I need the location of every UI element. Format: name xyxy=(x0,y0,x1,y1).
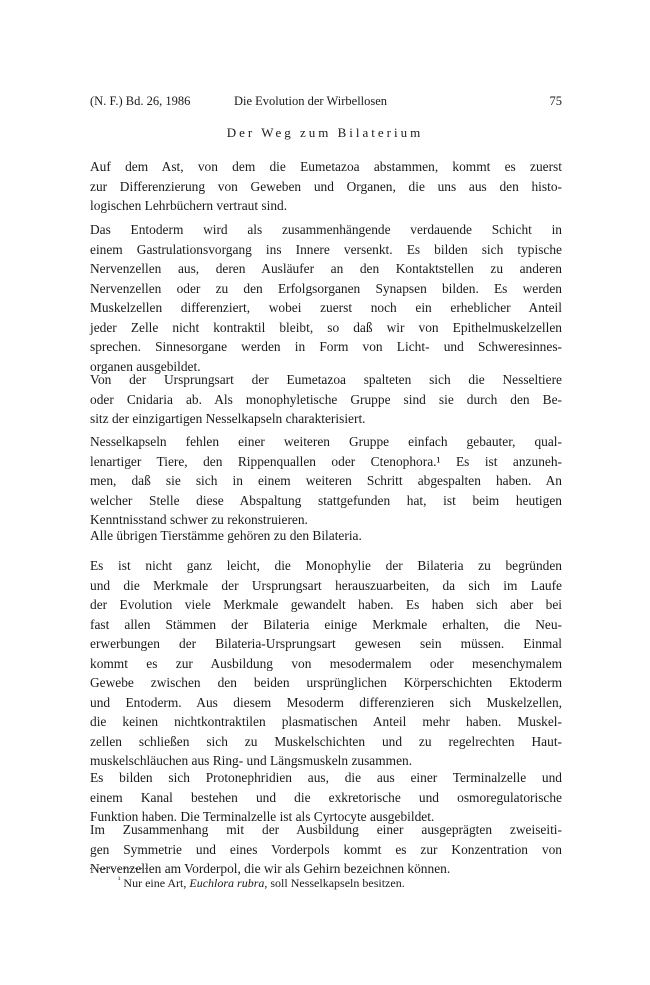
text-line: lenartiger Tiere, den Rippenquallen oder Ctenophora.¹ Es ist anzuneh- xyxy=(90,453,562,469)
text-line: Es bilden sich Protonephridien aus, die aus einer Terminalzelle und xyxy=(90,770,562,785)
text-line: und die Merkmale der Ursprungsart herauszuarbeiten, da sich im Laufe xyxy=(90,577,562,593)
text-line: kommt es zur Ausbildung von mesodermalem oder mesenchymalem xyxy=(90,655,562,671)
text-line: Gewebe zwischen den beiden ursprünglichen Körperschichten Ektoderm xyxy=(90,675,562,690)
text-line: und Entoderm. Aus diesem Mesoderm differenzieren sich Muskelzellen, xyxy=(90,694,562,710)
text-line: der Evolution viele Merkmale gewandelt haben. Es haben sich aber bei xyxy=(90,597,562,612)
page-number: 75 xyxy=(549,94,562,108)
header-article-title: Die Evolution der Wirbellosen xyxy=(234,94,388,108)
paragraph xyxy=(90,768,562,827)
text-line: Im Zusammenhang mit der Ausbildung einer ausgeprägten zweiseiti- xyxy=(90,822,562,837)
footnote-divider xyxy=(90,868,150,869)
text-line: gen Symmetrie und eines Vorderpols kommt es zur Konzentration von xyxy=(90,841,562,857)
text-line: Auf dem Ast, von dem die Eumetazoa abstammen, kommt es zuerst xyxy=(90,159,562,174)
text-line: jeder Zelle nicht kontraktil bleibt, so daß wir von Epithelmuskelzellen xyxy=(90,319,562,335)
text-line: die keinen nichtkontraktilen plasmatischen Anteil mehr haben. Muskel- xyxy=(90,714,562,729)
text-line: oder Cnidaria ab. Als monophyletische Gruppe sind sie durch den Be- xyxy=(90,391,562,407)
paragraph xyxy=(90,157,562,216)
text-line: Es ist nicht ganz leicht, die Monophylie der Bilateria zu begründen xyxy=(90,558,562,573)
footnote-marker: ¹ xyxy=(118,875,121,884)
text-line: logischen Lehrbüchern vertraut sind. xyxy=(90,198,288,213)
footnote-text-after: , soll Nesselkapseln besitzen. xyxy=(264,876,405,890)
text-line: Funktion haben. Die Terminalzelle ist als Cyrtocyte ausgebildet. xyxy=(90,809,435,824)
header-journal-ref: (N. F.) Bd. 26, 1986 xyxy=(90,94,191,108)
text-line: einem Gastrulationsvorgang ins Innere versenkt. Es bilden sich typische xyxy=(90,241,562,257)
text-line: Von der Ursprungsart der Eumetazoa spalteten sich die Nesseltiere xyxy=(90,372,562,387)
text-line: muskelschläuchen aus Ring- und Längsmuskeln zusammen. xyxy=(90,753,413,768)
paragraph xyxy=(90,220,562,376)
text-line: Muskelzellen differenziert, wobei zuerst noch ein erheblicher Anteil xyxy=(90,300,562,315)
text-line: Nervenzellen aus, deren Ausläufer an den Kontaktstellen zu anderen xyxy=(90,261,562,276)
text-line: Nesselkapseln fehlen einer weiteren Gruppe einfach gebauter, qual- xyxy=(90,434,562,449)
paragraph xyxy=(90,370,562,429)
footnote-text-before: Nur eine Art, xyxy=(120,876,190,890)
text-line: Nervenzellen am Vorderpol, die wir als Gehirn bezeichnen können. xyxy=(90,861,451,876)
footnote-species-name: Euchlora rubra xyxy=(189,876,265,890)
text-line: sprechen. Sinnesorgane werden in Form von Licht- und Schweresinnes- xyxy=(90,339,562,354)
text-line: erwerbungen der Bilateria-Ursprungsart gewesen sein müssen. Einmal xyxy=(90,636,562,651)
paragraph xyxy=(90,526,562,546)
text-line: fast allen Stämmen der Bilateria einige Merkmale erhalten, die Neu- xyxy=(90,616,562,632)
text-line: einem Kanal bestehen und die exkretorische und osmoregulatorische xyxy=(90,789,562,805)
text-line: organen ausgebildet. xyxy=(90,358,201,374)
text-line: Alle übrigen Tierstämme gehören zu den Bilateria. xyxy=(90,528,362,543)
paragraph xyxy=(90,556,562,771)
text-line: Das Entoderm wird als zusammenhängende verdauende Schicht in xyxy=(90,222,562,237)
paragraph xyxy=(90,820,562,879)
text-line: Kenntnisstand schwer zu rekonstruieren. xyxy=(90,512,308,527)
text-line: men, daß sie sich in einem weiteren Schritt abgespalten haben. An xyxy=(90,473,562,488)
text-line: zellen schließen sich zu Muskelschichten und zu regelrechten Haut- xyxy=(90,733,562,749)
text-line: sitz der einzigartigen Nesselkapseln charakterisiert. xyxy=(90,411,366,426)
section-title: Der Weg zum Bilaterium xyxy=(226,125,424,140)
running-header xyxy=(90,94,562,110)
footnote xyxy=(118,876,558,891)
text-line: Nervenzellen oder zu den Erfolgsorganen Synapsen bilden. Es werden xyxy=(90,280,562,296)
text-line: zur Differenzierung von Geweben und Organen, die uns aus den histo- xyxy=(90,178,562,194)
text-line: welcher Stelle diese Abspaltung stattgefunden hat, ist beim heutigen xyxy=(90,492,562,508)
paragraph xyxy=(90,432,562,530)
